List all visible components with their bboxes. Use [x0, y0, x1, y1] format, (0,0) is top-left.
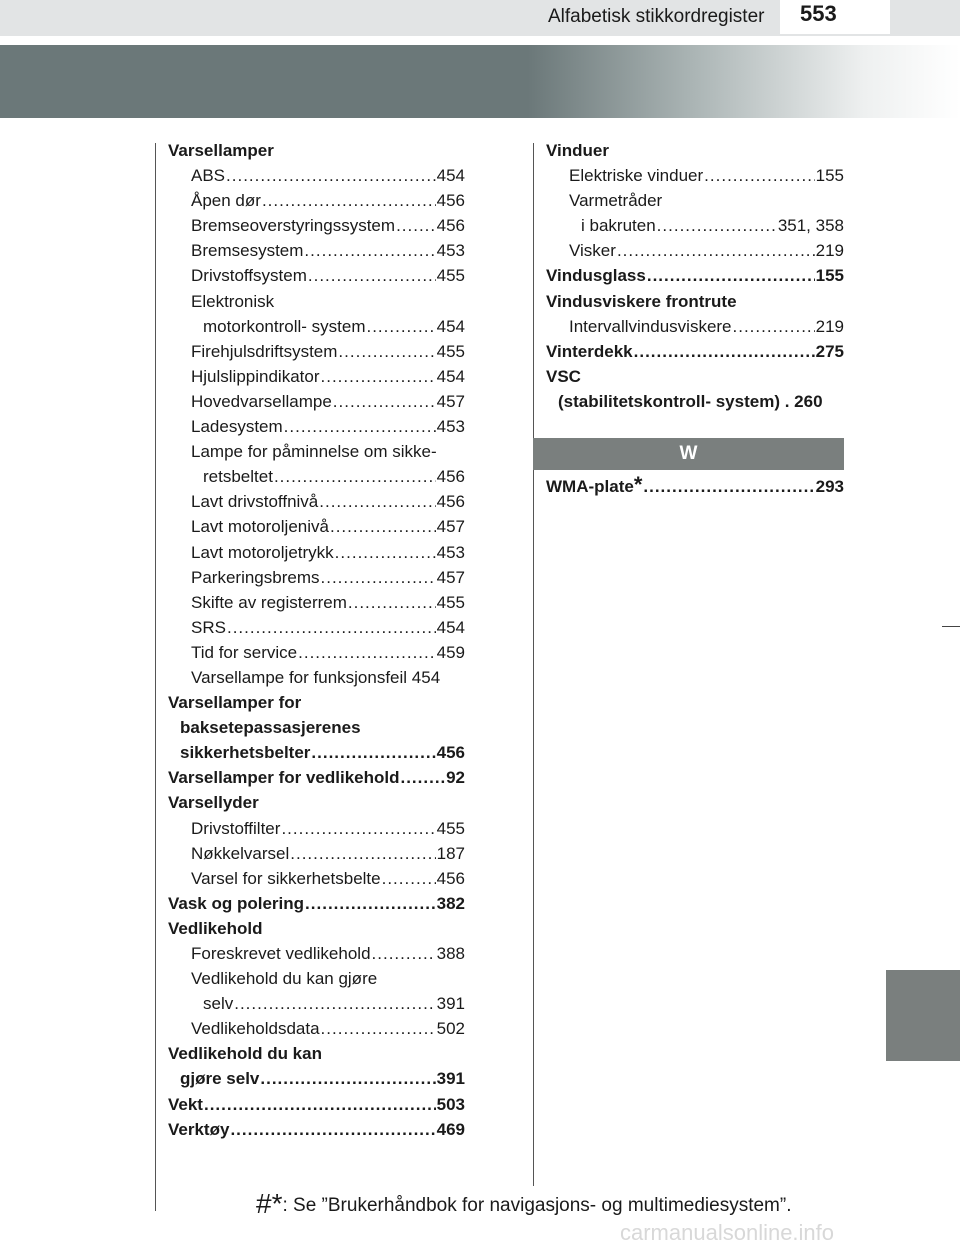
index-entry [168, 640, 465, 665]
entry-page: 391 [436, 994, 465, 1014]
leader-dots [321, 364, 436, 389]
index-entry [168, 489, 465, 514]
index-entry [168, 540, 465, 565]
footnote [256, 1188, 791, 1220]
index-entry [168, 439, 465, 464]
entry-page: 453 [436, 417, 465, 437]
entry-page: 382 [436, 893, 465, 913]
entry-text: retsbeltet [203, 467, 273, 487]
index-entry [168, 866, 465, 891]
index-entry [168, 1092, 465, 1117]
leader-dots [308, 263, 436, 288]
entry-page: 454 [436, 316, 465, 336]
index-entry [546, 389, 844, 414]
entry-page: 457 [436, 391, 465, 411]
leader-dots [226, 163, 436, 188]
leader-dots [274, 464, 436, 489]
section-w-entries [546, 474, 844, 499]
watermark: carmanualsonline.info [620, 1220, 835, 1245]
entry-page: 456 [436, 216, 465, 236]
index-entry [168, 188, 465, 213]
entry-page: 455 [436, 266, 465, 286]
entry-page: 456 [436, 492, 465, 512]
entry-page: 453 [436, 241, 465, 261]
entry-text: WMA-plate [546, 477, 634, 496]
entry-text: Vedlikeholdsdata [191, 1019, 320, 1039]
entry-text: Foreskrevet vedlikehold [191, 944, 371, 963]
entry-page: 275 [815, 341, 844, 361]
right-column-rule [533, 143, 534, 1186]
index-entry [168, 565, 465, 590]
leader-dots [333, 389, 436, 414]
entry-text: VSC [546, 366, 581, 386]
entry-page: 187 [436, 843, 465, 863]
index-entry [546, 188, 844, 213]
entry-page: 454 [436, 366, 465, 386]
footnote-mark: #* [256, 1188, 283, 1219]
leader-dots [281, 816, 435, 841]
leader-dots [290, 841, 435, 866]
index-entry [168, 891, 465, 916]
leader-dots [643, 474, 814, 499]
index-entry [546, 263, 844, 288]
entry-page: 457 [436, 517, 465, 537]
entry-text: Visker [569, 241, 616, 261]
section-header-w: W [533, 438, 844, 470]
leader-dots [234, 991, 435, 1016]
index-entry [168, 138, 465, 163]
entry-text: Elektronisk [191, 291, 275, 311]
index-entry [168, 916, 465, 941]
entry-page: 454 [436, 617, 465, 637]
index-entry [546, 339, 844, 364]
index-entry [546, 289, 844, 314]
entry-page: 456 [436, 743, 465, 763]
entry-text: selv [203, 994, 234, 1014]
entry-text: Varsellamper [168, 141, 274, 160]
index-entry [546, 213, 844, 238]
running-header-title: Alfabetisk stikkordregister [548, 6, 765, 27]
index-entry [168, 1117, 465, 1142]
entry-page: 456 [436, 191, 465, 211]
entry-text: Vedlikehold du kan gjøre [191, 969, 378, 989]
index-entry [168, 263, 465, 288]
leader-dots [704, 163, 814, 188]
entry-text: Varsellampe for funksjonsfeil 454 [191, 667, 441, 687]
entry-text: Vindusglass [546, 266, 646, 286]
index-entry [546, 138, 844, 163]
leader-dots [204, 1092, 436, 1117]
entry-page: 456 [436, 467, 465, 487]
index-entry [168, 715, 465, 740]
entry-page: 455 [436, 818, 465, 838]
leader-dots [262, 188, 436, 213]
entry-text: Varsellyder [168, 793, 259, 813]
entry-page: 469 [436, 1119, 465, 1139]
entry-page: 293 [815, 477, 844, 496]
leader-dots [321, 1016, 436, 1041]
entry-text: Lavt motoroljenivå [191, 517, 329, 537]
index-entry [168, 1066, 465, 1091]
entry-page: 457 [436, 567, 465, 587]
entry-page: 388 [436, 944, 465, 963]
entry-text: Hovedvarsellampe [191, 391, 332, 411]
index-entry [168, 665, 465, 690]
leader-dots [304, 238, 435, 263]
index-entry [546, 238, 844, 263]
leader-dots [227, 615, 436, 640]
leader-dots [400, 765, 445, 790]
index-entry [546, 163, 844, 188]
index-entry [168, 816, 465, 841]
entry-page: 455 [436, 592, 465, 612]
index-entry [168, 690, 465, 715]
index-entry: WMA-plate * ..... 293 [546, 474, 844, 499]
section-thumb-tab [886, 970, 960, 1061]
footnote-text: : Se ”Brukerhåndbok for navigasjons- og multimediesystem”. [282, 1195, 792, 1216]
index-entry [168, 1041, 465, 1066]
entry-text: Vinterdekk [546, 341, 633, 361]
entry-text: ABS [191, 166, 226, 186]
leader-dots [634, 339, 815, 364]
entry-text: Åpen dør [191, 191, 261, 211]
leader-dots [260, 1066, 435, 1091]
index-entry [168, 790, 465, 815]
leader-dots [284, 414, 436, 439]
left-column-rule [155, 143, 156, 1211]
entry-page: 155 [815, 166, 844, 186]
index-column-left [168, 138, 465, 1142]
leader-dots [647, 263, 815, 288]
entry-text: Intervallvindusviskere [569, 316, 732, 336]
index-entry [168, 414, 465, 439]
entry-text: Vekt [168, 1094, 203, 1114]
index-column-right [546, 138, 844, 414]
entry-page: 351, 358 [777, 216, 844, 236]
entry-text: baksetepassasjerenes [180, 718, 361, 738]
entry-text: Lavt drivstoffnivå [191, 492, 319, 512]
entry-page: 391 [436, 1069, 465, 1089]
entry-text: Bremsesystem [191, 241, 304, 261]
entry-text: Lavt motoroljetrykk [191, 542, 334, 562]
entry-text: i bakruten [581, 216, 656, 236]
entry-page: 454 [436, 166, 465, 186]
entry-page: 92 [446, 768, 465, 788]
entry-text: motorkontroll- system [203, 316, 366, 336]
entry-text: sikkerhetsbelter [180, 743, 311, 763]
index-entry [168, 615, 465, 640]
entry-text: Elektriske vinduer [569, 166, 704, 186]
entry-page: 453 [436, 542, 465, 562]
index-entry [168, 841, 465, 866]
entry-text: Verktøy [168, 1119, 230, 1139]
entry-text: Varsel for sikkerhetsbelte [191, 868, 381, 888]
index-entry [168, 339, 465, 364]
index-entry [168, 238, 465, 263]
leader-dots [321, 565, 436, 590]
entry-page: 503 [436, 1094, 465, 1114]
index-entry [168, 389, 465, 414]
leader-dots [657, 213, 777, 238]
leader-dots [298, 640, 436, 665]
index-entry [168, 1016, 465, 1041]
leader-dots [305, 891, 436, 916]
leader-dots [372, 941, 436, 966]
entry-text: Varsellamper for [168, 693, 302, 713]
index-entry [168, 163, 465, 188]
leader-dots [330, 514, 436, 539]
leader-dots [348, 590, 436, 615]
entry-text: Vedlikehold [168, 918, 263, 938]
entry-text: gjøre selv [180, 1069, 260, 1089]
entry-page: 219 [815, 316, 844, 336]
index-entry [168, 991, 465, 1016]
entry-page: 456 [436, 868, 465, 888]
leader-dots [382, 866, 436, 891]
entry-text: Varmetråder [569, 191, 663, 211]
leader-dots [366, 314, 435, 339]
entry-text: Tid for service [191, 642, 298, 662]
entry-text: Vindusviskere frontrute [546, 291, 737, 311]
index-entry [168, 590, 465, 615]
entry-text: Bremseoverstyringssystem [191, 216, 396, 236]
leader-dots [338, 339, 435, 364]
index-entry [168, 464, 465, 489]
entry-text: (stabilitetskontroll- system) . 260 [558, 391, 823, 411]
entry-text: Drivstoffsystem [191, 266, 307, 286]
leader-dots [230, 1117, 435, 1142]
entry-text: Parkeringsbrems [191, 567, 320, 587]
leader-dots [319, 489, 435, 514]
entry-text: Hjulslippindikator [191, 366, 320, 386]
entry-text: SRS [191, 617, 226, 637]
entry-text: Vask og polering [168, 893, 305, 913]
entry-page: 459 [436, 642, 465, 662]
index-entry [168, 966, 465, 991]
entry-text: Lampe for påminnelse om sikke- [191, 442, 437, 462]
index-entry [168, 364, 465, 389]
index-entry [168, 314, 465, 339]
entry-text: Skifte av registerrem [191, 592, 347, 612]
entry-text: Vinduer [546, 141, 609, 160]
index-entry [168, 514, 465, 539]
index-entry [168, 740, 465, 765]
entry-text: Firehjulsdriftsystem [191, 341, 338, 361]
entry-text: Vedlikehold du kan [168, 1044, 322, 1064]
index-entry [168, 213, 465, 238]
entry-page: 219 [815, 241, 844, 261]
margin-tick-mark [942, 626, 960, 627]
index-entry [168, 765, 465, 790]
leader-dots [733, 314, 815, 339]
entry-text: Nøkkelvarsel [191, 843, 290, 863]
leader-dots [617, 238, 815, 263]
entry-text: Varsellamper for vedlikehold [168, 768, 400, 788]
entry-text: Drivstoffilter [191, 818, 281, 838]
entry-page: 155 [815, 266, 844, 286]
entry-page: 455 [436, 341, 465, 361]
leader-dots [396, 213, 436, 238]
index-entry [168, 941, 465, 966]
leader-dots [335, 540, 436, 565]
index-entry [168, 289, 465, 314]
page-number: 553 [800, 1, 837, 26]
entry-text: Ladesystem [191, 417, 283, 437]
index-entry [546, 364, 844, 389]
header-banner [0, 45, 960, 118]
leader-dots [311, 740, 435, 765]
index-entry [546, 314, 844, 339]
entry-page: 502 [436, 1019, 465, 1039]
